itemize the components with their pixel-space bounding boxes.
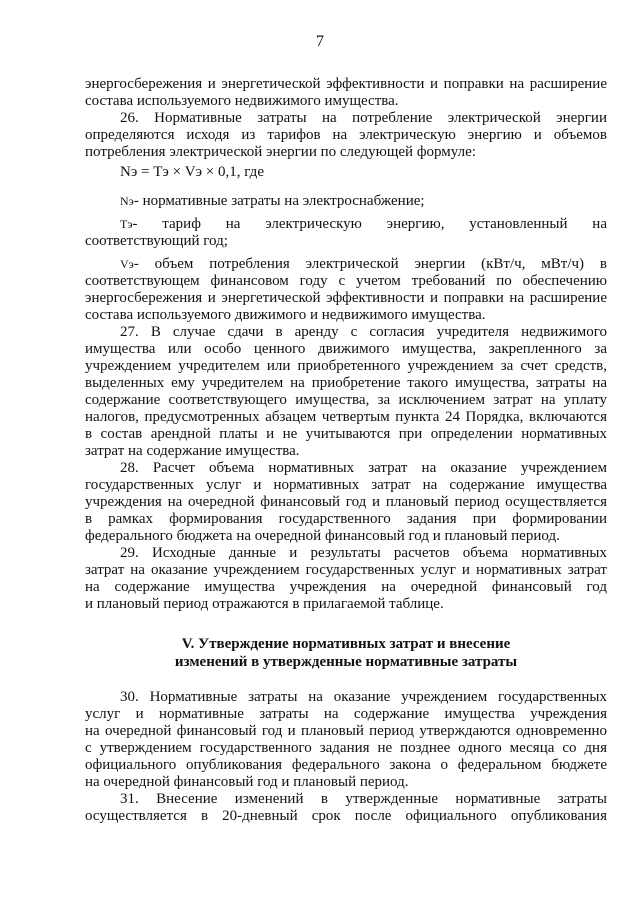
formula-expression: Nэ = Tэ × Vэ × 0,1: [120, 164, 237, 180]
text-line: федерального бюджета на очередной финансовый год и плановый период.: [85, 528, 560, 544]
text-line: официального опубликования федерального закона о федеральном бюджете: [85, 757, 607, 773]
text-line: выделенных ему учредителем на приобретение такого имущества, затраты на: [85, 375, 607, 391]
document-body: [85, 76, 607, 825]
text-line: 29. Исходные данные и результаты расчетов объема нормативных: [120, 545, 607, 561]
definition-text: - тариф на электрическую энергию, установленный на: [132, 216, 607, 232]
definition: [85, 256, 607, 324]
text-line: соответствующий год;: [85, 233, 228, 249]
paragraph: [85, 76, 607, 110]
text-line: состава используемого недвижимого имущества.: [85, 93, 399, 109]
text-line: 26. Нормативные затраты на потребление электрической энергии: [120, 110, 607, 126]
text-line: соответствующем финансовом году с учетом требований по обеспечению: [85, 273, 607, 289]
formula-symbol: Nэ: [120, 194, 134, 208]
text-line: учреждения на очередной финансовый год и плановый период осуществляется: [85, 494, 607, 510]
text-line: имущества или особо ценного движимого имущества, закрепленного за: [85, 341, 607, 357]
text-line: затрат на оказание учреждением государственных услуг и нормативных затрат: [85, 562, 607, 578]
definition: [85, 216, 607, 250]
text-line: с утверждением государственного задания не позднее одного месяца со дня: [85, 740, 607, 756]
text-line: энергосбережения и энергетической эффективности и поправки на расширение: [85, 76, 607, 92]
definition: [85, 193, 607, 210]
text-line: определяются исходя из тарифов на электрическую энергию и объемов: [85, 127, 607, 143]
text-line: на очередной финансовый год и плановый период.: [85, 774, 409, 790]
text-line: на содержание имущества учреждения на очередной финансовый год: [85, 579, 607, 595]
text-line: учреждением учредителем или приобретенного учреждением за счет средств,: [85, 358, 607, 374]
heading-line: V. Утверждение нормативных затрат и внесение: [181, 636, 511, 652]
formula-symbol: Tэ: [120, 217, 133, 231]
paragraph: [85, 460, 607, 545]
text-line: [85, 216, 607, 233]
paragraph: [85, 110, 607, 161]
definition-text: - объем потребления электрической энергии (кВт/ч, мВт/ч) в: [133, 256, 607, 272]
formula-suffix: , где: [236, 164, 264, 180]
text-line: [85, 193, 607, 210]
text-line: в состав арендной платы и не учитываются при определении нормативных: [85, 426, 607, 442]
text-line: услуг и нормативные затраты на содержание имущества учреждения: [85, 706, 607, 722]
text-line: 30. Нормативные затраты на оказание учреждением государственных: [120, 689, 607, 705]
paragraph: [85, 324, 607, 460]
text-line: и плановый период отражаются в прилагаемой таблице.: [85, 596, 444, 612]
text-line: на очередной финансовый год и плановый период утверждаются одновременно: [85, 723, 607, 739]
paragraph: [85, 545, 607, 613]
formula-symbol: Vэ: [120, 257, 134, 271]
section-heading: [85, 635, 607, 671]
heading-line: изменений в утвержденные нормативные затраты: [174, 654, 518, 670]
text-line: государственных услуг и нормативных затрат на содержание имущества: [85, 477, 607, 493]
text-line: 27. В случае сдачи в аренду с согласия учредителя недвижимого: [120, 324, 607, 340]
text-line: 28. Расчет объема нормативных затрат на оказание учреждением: [120, 460, 607, 476]
text-line: [85, 256, 607, 273]
text-line: потребления электрической энергии по следующей формуле:: [85, 144, 476, 160]
page-number: 7: [316, 33, 324, 50]
definition-text: - нормативные затраты на электроснабжение;: [133, 193, 425, 209]
text-line: налогов, предусмотренных абзацем четвертым пункта 24 Порядка, включаются: [85, 409, 607, 425]
paragraph: [85, 689, 607, 791]
paragraph: [85, 791, 607, 825]
text-line: 31. Внесение изменений в утвержденные нормативные затраты: [120, 791, 607, 807]
text-line: затрат на содержание имущества.: [85, 443, 300, 459]
text-line: энергосбережения и энергетической эффективности и поправки на расширение: [85, 290, 607, 306]
text-line: осуществляется в 20-дневный срок после официального опубликования: [85, 808, 607, 824]
text-line: в рамках формирования государственного задания при формировании: [85, 511, 607, 527]
formula: [85, 164, 607, 184]
text-line: содержание соответствующего имущества, за исключением затрат на уплату: [85, 392, 607, 408]
text-line: состава используемого движимого и недвижимого имущества.: [85, 307, 486, 323]
